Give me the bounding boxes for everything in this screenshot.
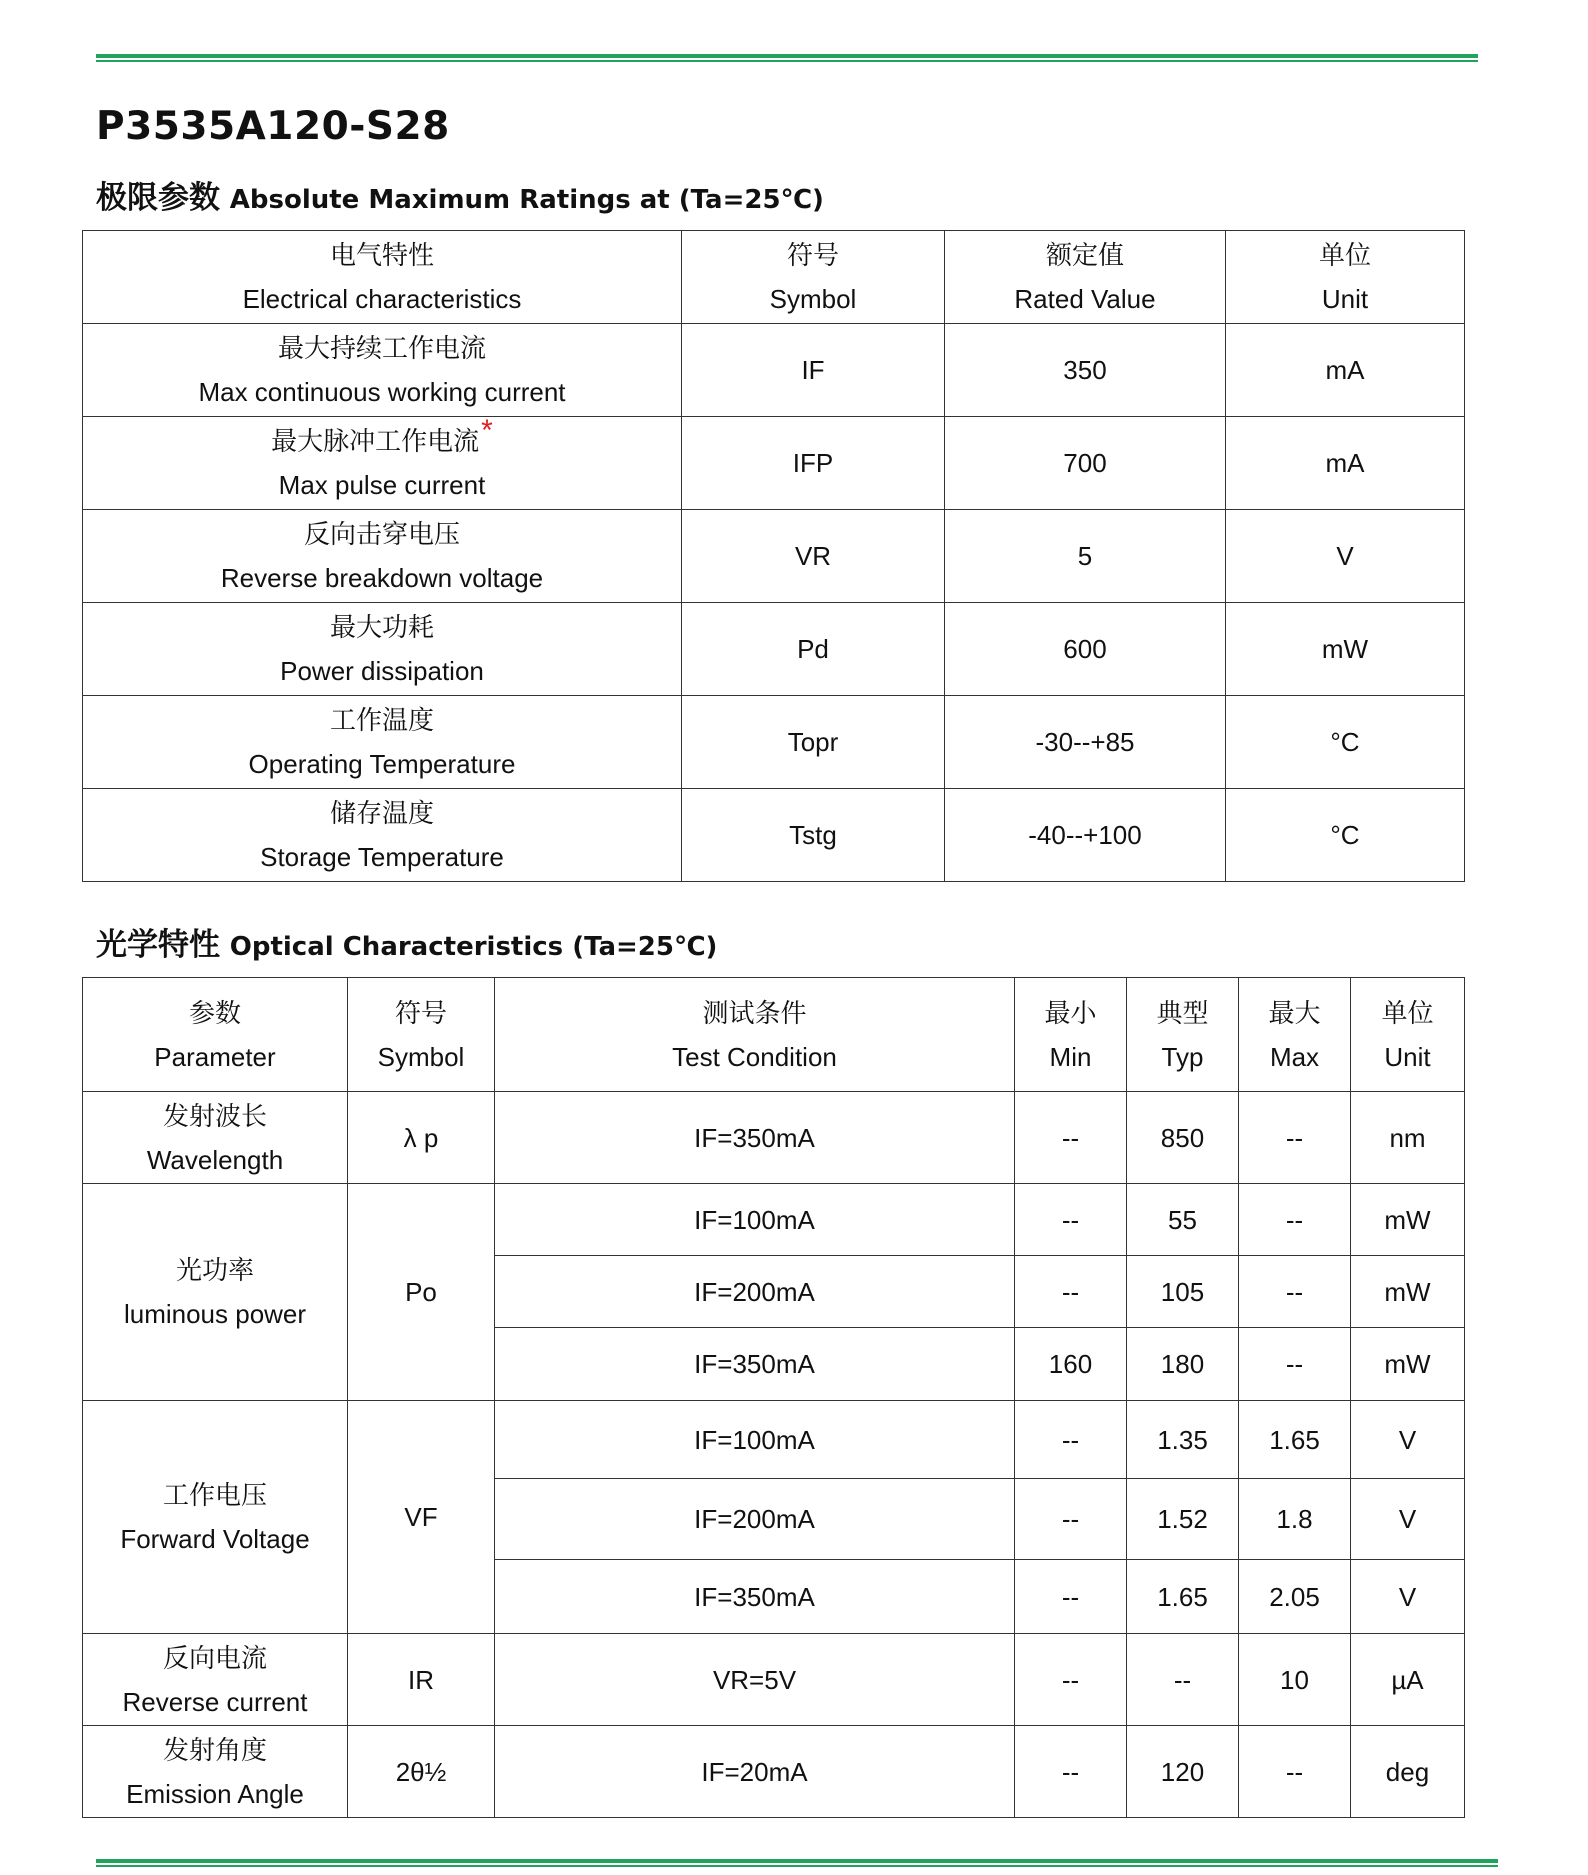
symbol-cell: Tstg — [682, 789, 945, 882]
col-electrical: 电气特性 Electrical characteristics — [83, 231, 682, 324]
param-cell: 工作温度 Operating Temperature — [83, 696, 682, 789]
typ-cell: -- — [1127, 1634, 1239, 1726]
optical-heading — [96, 919, 717, 964]
table-row — [83, 510, 1465, 603]
footnote-asterisk: * — [481, 414, 493, 447]
condition-cell: IF=350mA — [495, 1092, 1015, 1184]
param-cell: 储存温度 Storage Temperature — [83, 789, 682, 882]
symbol-cell: VF — [348, 1401, 495, 1634]
min-cell: 160 — [1015, 1328, 1127, 1401]
param-cell: 反向击穿电压 Reverse breakdown voltage — [83, 510, 682, 603]
unit-cell: V — [1351, 1479, 1465, 1560]
param-cell: 发射波长 Wavelength — [83, 1092, 348, 1184]
value-cell: 600 — [945, 603, 1226, 696]
top-rule — [96, 54, 1478, 62]
bottom-rule — [96, 1859, 1498, 1867]
col-rated-value: 额定值 Rated Value — [945, 231, 1226, 324]
param-cell: 反向电流 Reverse current — [83, 1634, 348, 1726]
param-cell: 最大脉冲工作电流* Max pulse current — [83, 417, 682, 510]
typ-cell: 55 — [1127, 1184, 1239, 1256]
value-cell: 700 — [945, 417, 1226, 510]
optical-title-zh: 光学特性 — [96, 927, 220, 963]
abs-max-header-row — [83, 231, 1465, 324]
unit-cell: mW — [1351, 1184, 1465, 1256]
symbol-cell: Topr — [682, 696, 945, 789]
col-min: 最小 Min — [1015, 978, 1127, 1092]
max-cell: -- — [1239, 1184, 1351, 1256]
max-cell: 2.05 — [1239, 1560, 1351, 1634]
value-cell: -40--+100 — [945, 789, 1226, 882]
symbol-cell: 2θ½ — [348, 1726, 495, 1818]
typ-cell: 1.52 — [1127, 1479, 1239, 1560]
symbol-cell: IF — [682, 324, 945, 417]
table-row — [83, 417, 1465, 510]
unit-cell: V — [1226, 510, 1465, 603]
abs-max-title-en: Absolute Maximum Ratings at (Ta=25℃) — [229, 185, 824, 215]
unit-cell: mW — [1351, 1256, 1465, 1328]
value-cell: -30--+85 — [945, 696, 1226, 789]
unit-cell: V — [1351, 1560, 1465, 1634]
abs-max-heading — [96, 172, 824, 217]
min-cell: -- — [1015, 1726, 1127, 1818]
typ-cell: 1.35 — [1127, 1401, 1239, 1479]
table-row — [83, 1184, 1465, 1256]
col-test-condition: 测试条件 Test Condition — [495, 978, 1015, 1092]
min-cell: -- — [1015, 1401, 1127, 1479]
col-symbol: 符号 Symbol — [682, 231, 945, 324]
unit-cell: mW — [1226, 603, 1465, 696]
max-cell: -- — [1239, 1328, 1351, 1401]
abs-max-table — [82, 230, 1465, 882]
param-cell: 工作电压 Forward Voltage — [83, 1401, 348, 1634]
table-row — [83, 603, 1465, 696]
col-parameter: 参数 Parameter — [83, 978, 348, 1092]
optical-table — [82, 977, 1465, 1818]
typ-cell: 850 — [1127, 1092, 1239, 1184]
condition-cell: IF=20mA — [495, 1726, 1015, 1818]
max-cell: 1.8 — [1239, 1479, 1351, 1560]
symbol-cell: λ p — [348, 1092, 495, 1184]
unit-cell: deg — [1351, 1726, 1465, 1818]
condition-cell: IF=350mA — [495, 1560, 1015, 1634]
table-row — [83, 1401, 1465, 1479]
max-cell: -- — [1239, 1092, 1351, 1184]
col-typ: 典型 Typ — [1127, 978, 1239, 1092]
symbol-cell: Po — [348, 1184, 495, 1401]
unit-cell: V — [1351, 1401, 1465, 1479]
typ-cell: 105 — [1127, 1256, 1239, 1328]
max-cell: -- — [1239, 1726, 1351, 1818]
unit-cell: mW — [1351, 1328, 1465, 1401]
table-row — [83, 324, 1465, 417]
typ-cell: 180 — [1127, 1328, 1239, 1401]
symbol-cell: IFP — [682, 417, 945, 510]
min-cell: -- — [1015, 1184, 1127, 1256]
unit-cell: mA — [1226, 324, 1465, 417]
col-symbol: 符号 Symbol — [348, 978, 495, 1092]
unit-cell: °C — [1226, 696, 1465, 789]
param-cell: 最大功耗 Power dissipation — [83, 603, 682, 696]
max-cell: 10 — [1239, 1634, 1351, 1726]
unit-cell: µA — [1351, 1634, 1465, 1726]
optical-title-en: Optical Characteristics (Ta=25℃) — [229, 932, 718, 962]
condition-cell: IF=200mA — [495, 1256, 1015, 1328]
min-cell: -- — [1015, 1479, 1127, 1560]
max-cell: -- — [1239, 1256, 1351, 1328]
unit-cell: mA — [1226, 417, 1465, 510]
param-cell: 发射角度 Emission Angle — [83, 1726, 348, 1818]
optical-header-row — [83, 978, 1465, 1092]
value-cell: 5 — [945, 510, 1226, 603]
max-cell: 1.65 — [1239, 1401, 1351, 1479]
unit-cell: °C — [1226, 789, 1465, 882]
typ-cell: 1.65 — [1127, 1560, 1239, 1634]
condition-cell: IF=100mA — [495, 1401, 1015, 1479]
min-cell: -- — [1015, 1256, 1127, 1328]
min-cell: -- — [1015, 1092, 1127, 1184]
condition-cell: IF=100mA — [495, 1184, 1015, 1256]
typ-cell: 120 — [1127, 1726, 1239, 1818]
min-cell: -- — [1015, 1560, 1127, 1634]
value-cell: 350 — [945, 324, 1226, 417]
table-row — [83, 1634, 1465, 1726]
min-cell: -- — [1015, 1634, 1127, 1726]
symbol-cell: VR — [682, 510, 945, 603]
condition-cell: VR=5V — [495, 1634, 1015, 1726]
table-row — [83, 1092, 1465, 1184]
condition-cell: IF=200mA — [495, 1479, 1015, 1560]
unit-cell: nm — [1351, 1092, 1465, 1184]
col-max: 最大 Max — [1239, 978, 1351, 1092]
table-row — [83, 1726, 1465, 1818]
col-unit: 单位 Unit — [1226, 231, 1465, 324]
symbol-cell: Pd — [682, 603, 945, 696]
table-row — [83, 696, 1465, 789]
col-unit: 单位 Unit — [1351, 978, 1465, 1092]
product-title: P3535A120-S28 — [96, 104, 450, 149]
param-cell: 光功率 luminous power — [83, 1184, 348, 1401]
param-cell: 最大持续工作电流 Max continuous working current — [83, 324, 682, 417]
condition-cell: IF=350mA — [495, 1328, 1015, 1401]
abs-max-title-zh: 极限参数 — [96, 180, 220, 216]
table-row — [83, 789, 1465, 882]
symbol-cell: IR — [348, 1634, 495, 1726]
